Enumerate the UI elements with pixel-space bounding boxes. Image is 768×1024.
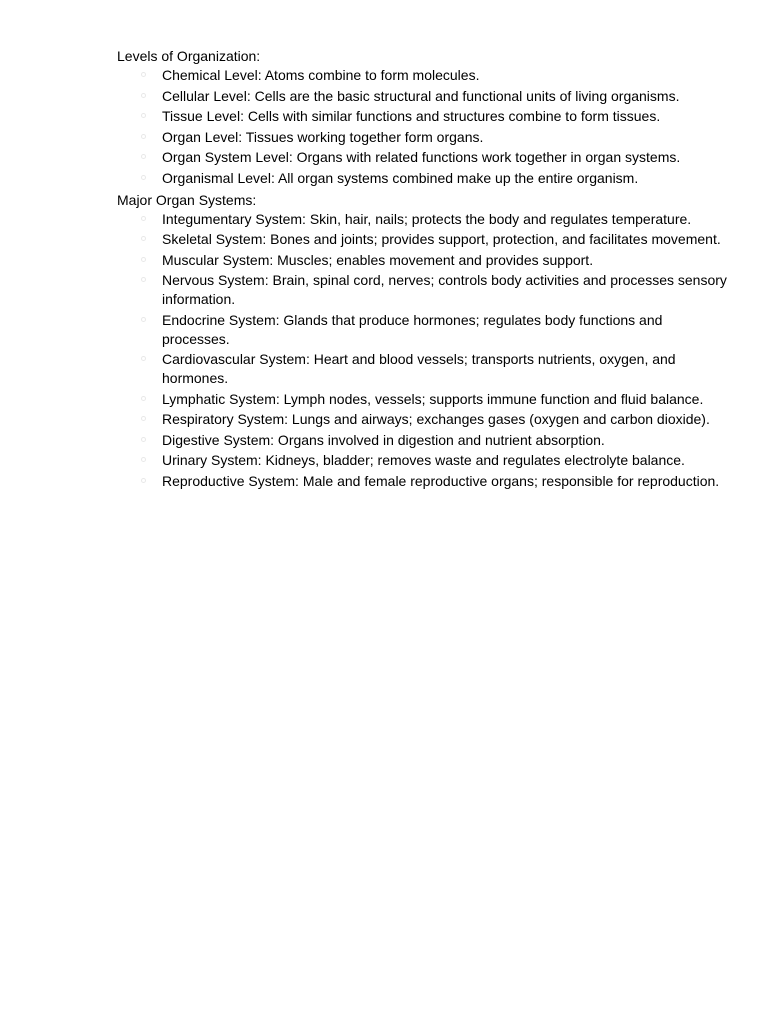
- list-item-text: Chemical Level: Atoms combine to form molecules.: [162, 67, 480, 83]
- document-page: [117, 46, 727, 492]
- list-item: [117, 148, 727, 167]
- list-item: [117, 87, 727, 106]
- list-item: [117, 410, 727, 429]
- bullet-icon: [141, 437, 146, 442]
- bullet-icon: [141, 416, 146, 421]
- list-item-text: Tissue Level: Cells with similar functions and structures combine to form tissues.: [162, 108, 661, 124]
- list-item: [117, 390, 727, 409]
- list-item-text: Cellular Level: Cells are the basic structural and functional units of living organisms.: [162, 87, 680, 104]
- bullet-icon: [141, 257, 146, 262]
- list-item: [117, 271, 727, 309]
- levels-list: [117, 66, 727, 188]
- list-item-text: Skeletal System: Bones and joints; provides support, protection, and facilitates movement.: [162, 231, 721, 247]
- list-item-text: Endocrine System: Glands that produce hormones; regulates body functions and processes.: [162, 311, 663, 347]
- list-item: [117, 451, 727, 470]
- bullet-icon: [141, 396, 146, 401]
- list-item-text: Organ System Level: Organs with related functions work together in organ systems.: [162, 149, 681, 165]
- bullet-icon: [141, 317, 146, 322]
- list-item: [117, 472, 727, 491]
- bullet-icon: [141, 356, 146, 361]
- list-item: [117, 311, 727, 349]
- list-item: [117, 107, 727, 126]
- list-item: [117, 350, 727, 388]
- bullet-icon: [141, 236, 146, 241]
- bullet-icon: [141, 134, 146, 139]
- list-item-text: Reproductive System: Male and female reproductive organs; responsible for reproduction.: [162, 472, 720, 489]
- bullet-icon: [141, 277, 146, 282]
- bullet-icon: [141, 93, 146, 98]
- list-item: [117, 128, 727, 147]
- list-item-text: Cardiovascular System: Heart and blood vessels; transports nutrients, oxygen, and hormones.: [162, 351, 676, 386]
- list-item-text: Lymphatic System: Lymph nodes, vessels; supports immune function and fluid balance.: [162, 390, 704, 407]
- bullet-icon: [141, 478, 146, 483]
- list-item: [117, 169, 727, 188]
- list-item-text: Organismal Level: All organ systems combined make up the entire organism.: [162, 169, 639, 186]
- list-item-text: Integumentary System: Skin, hair, nails; protects the body and regulates temperature.: [162, 210, 692, 227]
- list-item: [117, 66, 727, 85]
- systems-list: [117, 210, 727, 491]
- list-item-text: Nervous System: Brain, spinal cord, nerves; controls body activities and processes sensory information.: [162, 272, 727, 307]
- list-item-text: Urinary System: Kidneys, bladder; removes waste and regulates electrolyte balance.: [162, 452, 685, 468]
- list-item: [117, 210, 727, 229]
- bullet-icon: [141, 154, 146, 159]
- bullet-icon: [141, 216, 146, 221]
- bullet-icon: [141, 113, 146, 118]
- list-item-text: Digestive System: Organs involved in digestion and nutrient absorption.: [162, 431, 605, 448]
- list-item-text: Organ Level: Tissues working together form organs.: [162, 128, 484, 145]
- bullet-icon: [141, 72, 146, 77]
- bullet-icon: [141, 175, 146, 180]
- list-item: [117, 431, 727, 450]
- list-item-text: Muscular System: Muscles; enables movement and provides support.: [162, 251, 594, 268]
- systems-heading: Major Organ Systems:: [117, 191, 257, 208]
- list-item: [117, 230, 727, 249]
- levels-heading: Levels of Organization:: [117, 48, 261, 64]
- bullet-icon: [141, 457, 146, 462]
- list-item: [117, 251, 727, 270]
- list-item-text: Respiratory System: Lungs and airways; exchanges gases (oxygen and carbon dioxide).: [162, 411, 710, 427]
